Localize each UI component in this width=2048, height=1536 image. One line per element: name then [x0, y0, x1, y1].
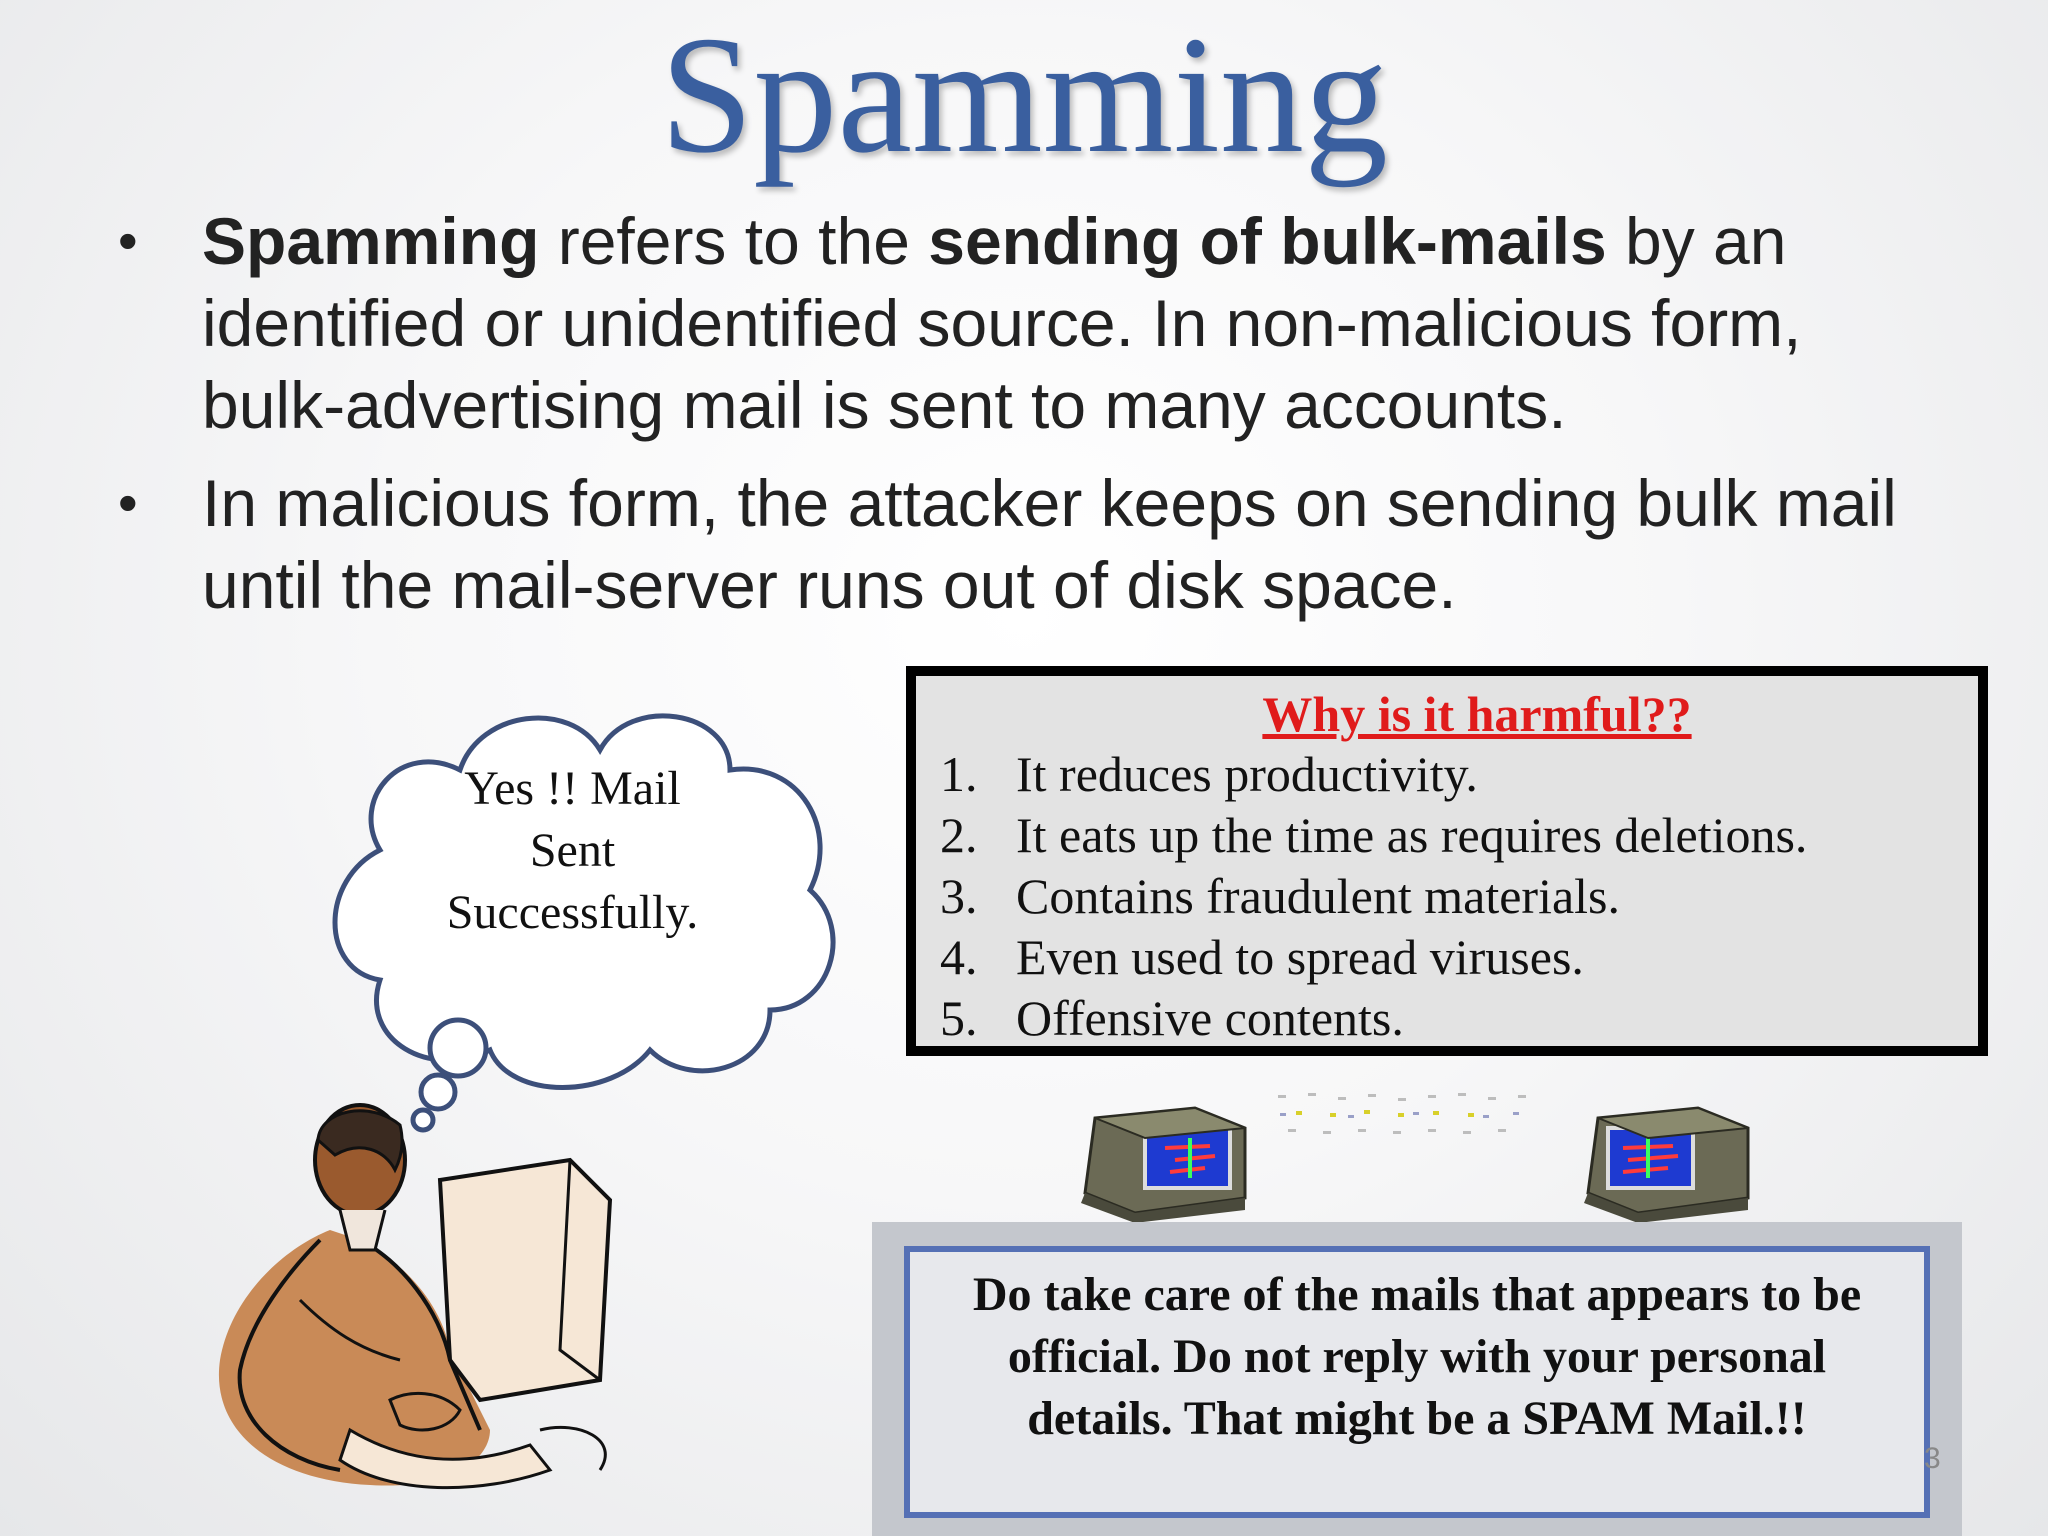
- list-item-text: Offensive contents.: [1016, 990, 1404, 1046]
- list-item: [916, 805, 1978, 866]
- bullet-list: [118, 200, 1918, 642]
- list-number: 2.: [940, 807, 978, 863]
- harmful-list: [916, 744, 1978, 1049]
- list-number: 3.: [940, 868, 978, 924]
- warning-box: Do take care of the mails that appears to be official. Do not reply with your personal details. That might be a SPAM Mail.!!: [904, 1246, 1930, 1518]
- bullet-1-part-1: Spamming: [202, 204, 540, 278]
- bullet-1-part-4: by an identified or unidentified source. In non-malicious form, bulk-advertising mail is sent to many accounts.: [202, 204, 1802, 442]
- list-item: [916, 927, 1978, 988]
- page-number: 3: [1924, 1442, 1941, 1475]
- harmful-heading: Why is it harmful??: [1262, 686, 1692, 742]
- list-item: [916, 866, 1978, 927]
- bullet-item-2: [118, 462, 1918, 626]
- bubble-line-3: Successfully.: [446, 886, 699, 939]
- slide-title: Spamming: [659, 2, 1389, 188]
- list-item-text: Even used to spread viruses.: [1016, 929, 1584, 985]
- mail-server-icon: [1075, 1098, 1255, 1223]
- list-item-text: It eats up the time as requires deletions.: [1016, 807, 1808, 863]
- list-number: 5.: [940, 990, 978, 1046]
- bullet-dot: •: [118, 209, 138, 272]
- bullet-1-part-3: sending of bulk-mails: [928, 204, 1607, 278]
- bubble-line-1: Yes !! Mail: [464, 762, 681, 815]
- network-dots-icon: [1268, 1085, 1568, 1145]
- thought-bubble-text: [400, 758, 745, 944]
- list-item: [916, 744, 1978, 805]
- list-item-text: Contains fraudulent materials.: [1016, 868, 1621, 924]
- list-item: [916, 988, 1978, 1049]
- man-at-computer-icon: [200, 1100, 640, 1500]
- bullet-1-part-2: refers to the: [539, 204, 929, 278]
- bubble-line-2: Sent: [529, 824, 616, 877]
- list-number: 4.: [940, 929, 978, 985]
- harmful-reasons-box: [906, 666, 1988, 1056]
- mail-server-icon: [1578, 1098, 1758, 1223]
- list-number: 1.: [940, 746, 978, 802]
- bullet-item-1: [118, 200, 1918, 446]
- bullet-2-part-1: In malicious form, the attacker keeps on sending bulk mail until the mail-server runs out of disk space.: [202, 466, 1897, 622]
- list-item-text: It reduces productivity.: [1016, 746, 1478, 802]
- bullet-dot: •: [118, 471, 138, 534]
